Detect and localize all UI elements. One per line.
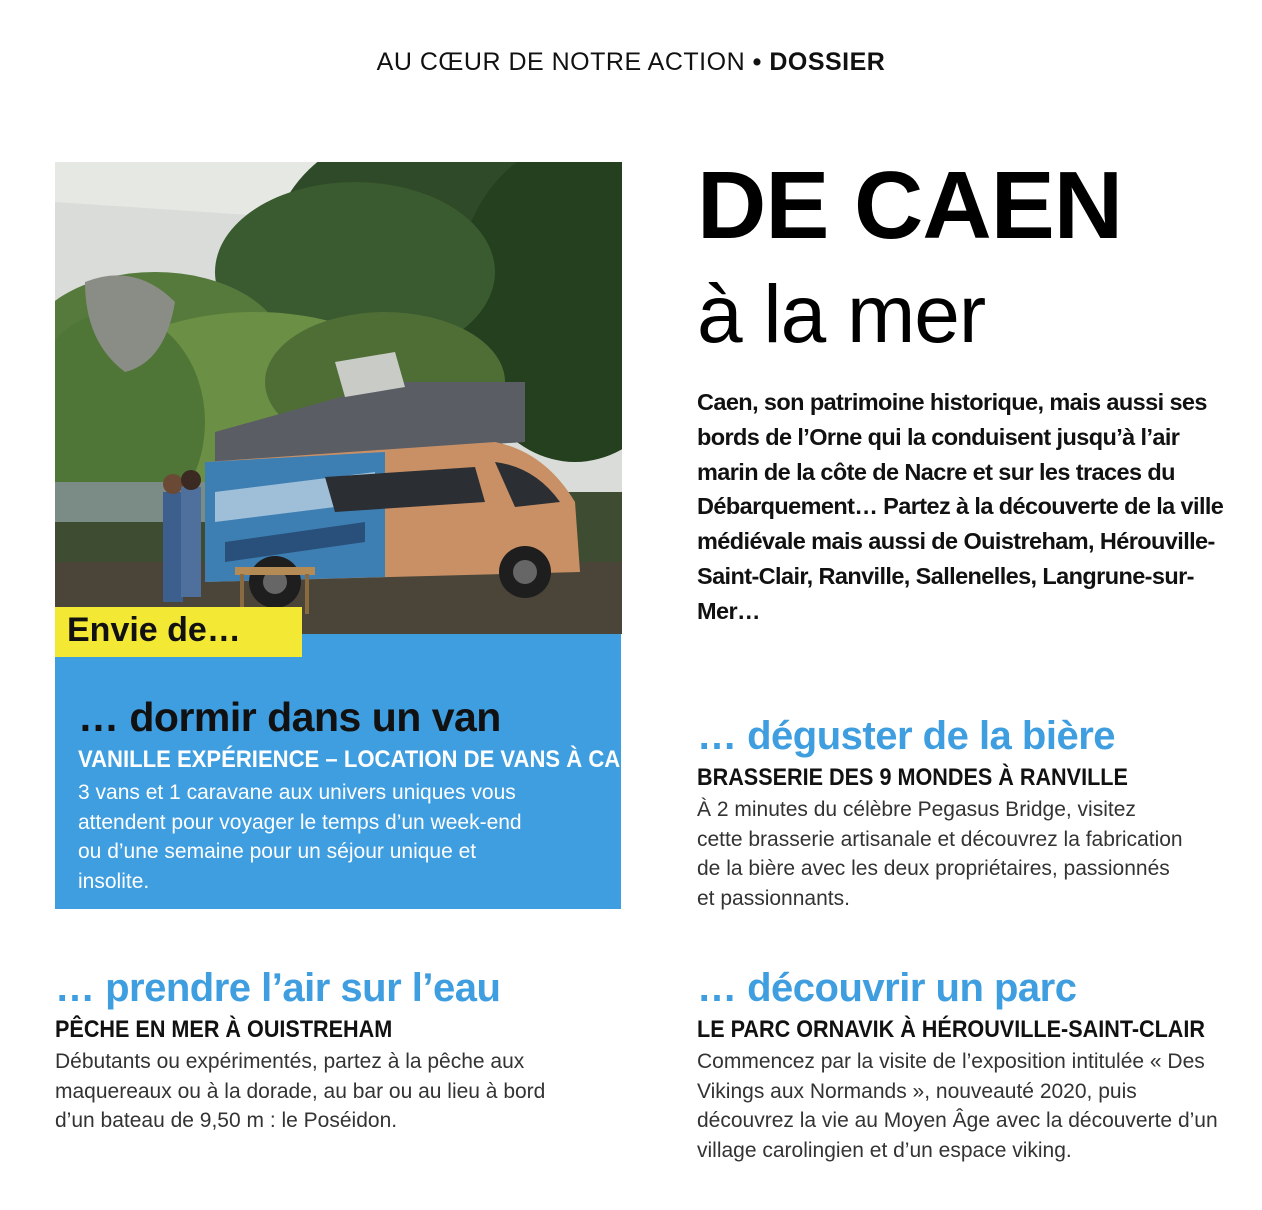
intro-paragraph: Caen, son patrimoine historique, mais aussi ses bords de l’Orne qui la conduisent jusqu’à l’air marin de la côte de Nacre et sur les traces du Débarquement… Partez à la découverte de la ville médiévale mais aussi de Ouistreham, Hérouville-Saint-Clair, Ranville, Sallenelles, Langrune-sur-Mer… (697, 389, 1224, 624)
header-category: DOSSIER (769, 48, 886, 76)
eau-section-description: Débutants ou expérimentés, partez à la pêche aux maquereaux ou à la dorade, au bar ou au lieu à bord d’un bateau de 9,50 m : le Poséidon. (55, 1050, 546, 1132)
envie-label (55, 607, 302, 657)
page-title: DE CAEN (697, 152, 1123, 259)
biere-section-description: À 2 minutes du célèbre Pegasus Bridge, visitez cette brasserie artisanale et découvrez la fabrication de la bière avec les deux propriétaires, passionnés et passionnants. (697, 798, 1183, 910)
biere-section-title: … déguster de la bière (697, 714, 1116, 758)
parc-section-title: … découvrir un parc (697, 966, 1077, 1010)
eau-section-subtitle: PÊCHE EN MER À OUISTREHAM (55, 1016, 393, 1043)
header-section: AU CŒUR DE NOTRE ACTION (376, 48, 746, 76)
page-subtitle: à la mer (697, 269, 986, 360)
envie-label-text: Envie de… (67, 611, 241, 649)
eau-section-title: … prendre l’air sur l’eau (55, 966, 501, 1010)
page-header (0, 48, 1262, 77)
van-section-description: 3 vans et 1 caravane aux univers uniques vous attendent pour voyager le temps d’un week-end ou d’une semaine pour un séjour unique et insolite. (78, 781, 522, 893)
van-section-subtitle: VANILLE EXPÉRIENCE – LOCATION DE VANS À CAEN (78, 746, 651, 773)
parc-section-subtitle: LE PARC ORNAVIK À HÉROUVILLE-SAINT-CLAIR (697, 1016, 1206, 1043)
header-separator: • (752, 48, 762, 76)
van-photo (55, 162, 622, 634)
parc-section-description: Commencez par la visite de l’exposition intitulée « Des Vikings aux Normands », nouveauté 2020, puis découvrez la vie au Moyen Âge avec la découverte d’un village carolingien et d’un espace viking. (697, 1050, 1218, 1162)
van-section-title: … dormir dans un van (78, 694, 501, 740)
biere-section-subtitle: BRASSERIE DES 9 MONDES À RANVILLE (697, 764, 1128, 791)
van-illustration (55, 162, 622, 634)
